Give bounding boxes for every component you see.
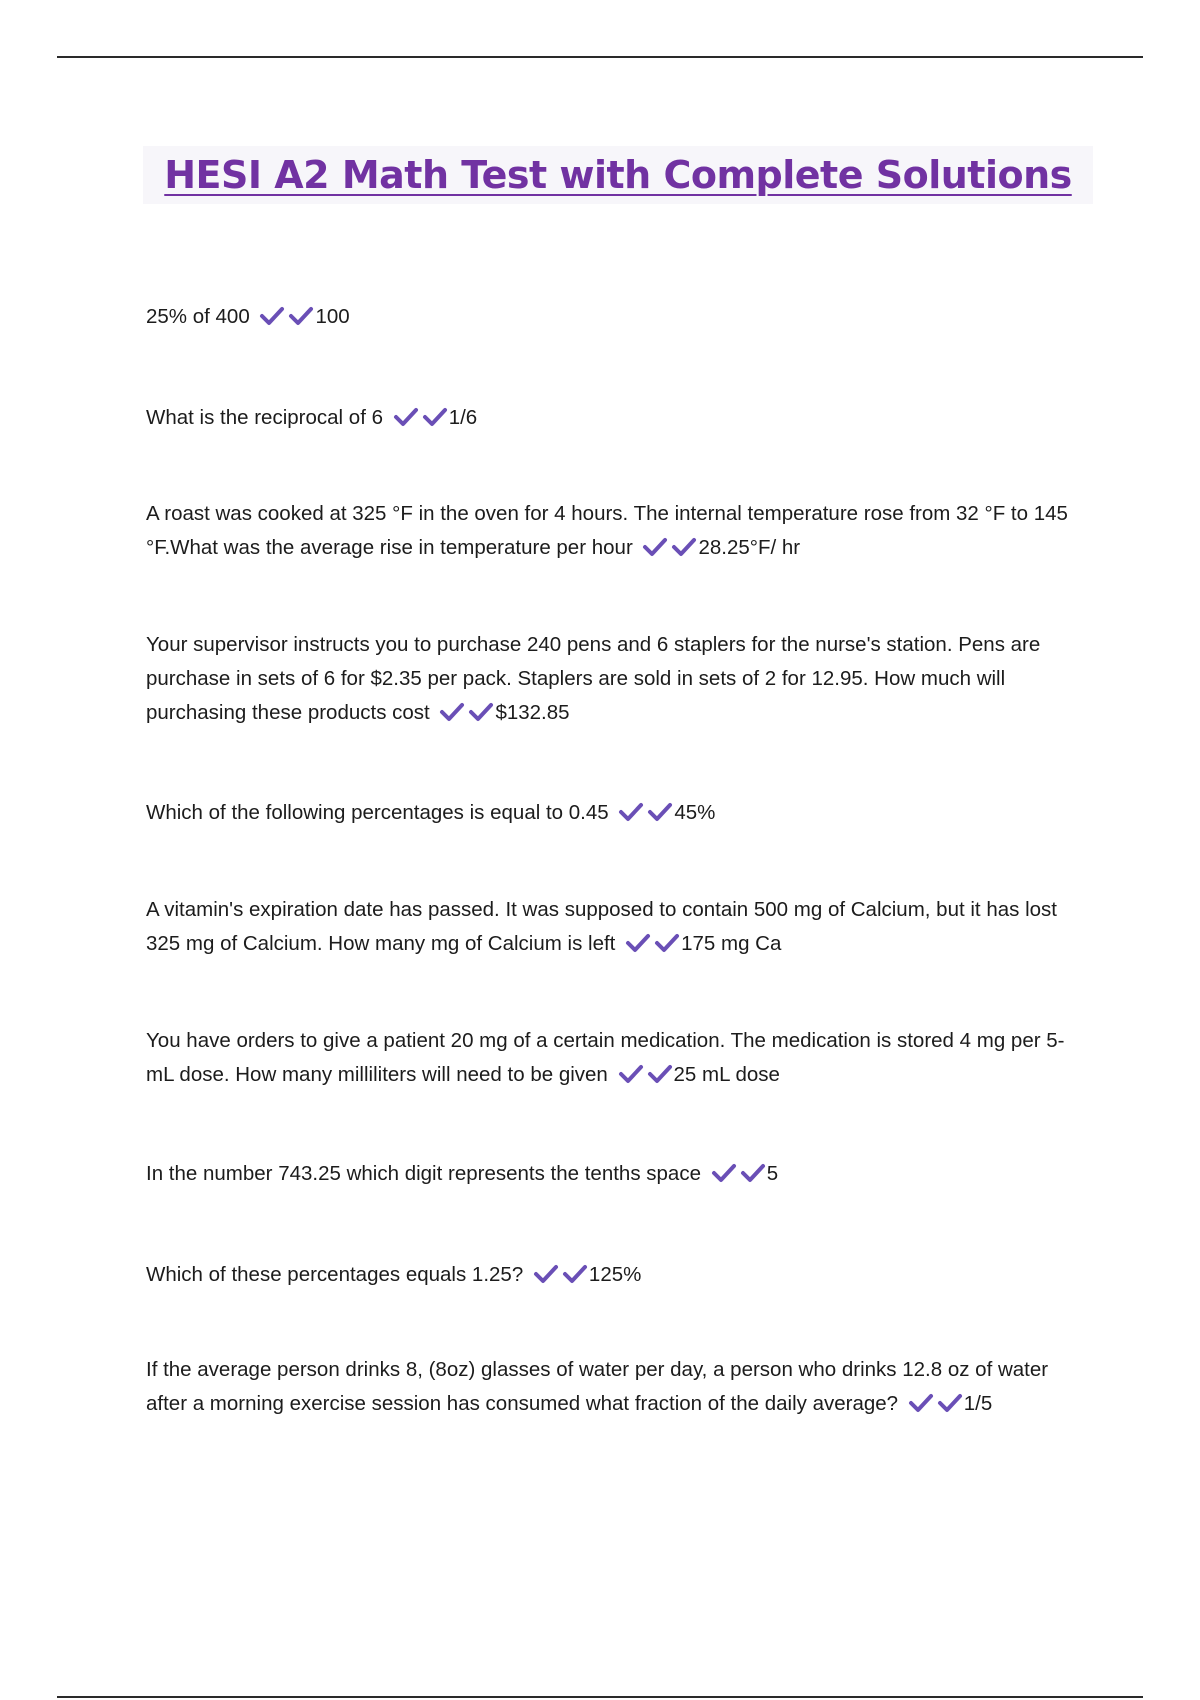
checkmark-icon	[618, 801, 644, 823]
checkmark-icon	[618, 1063, 644, 1085]
checkmark-icon	[439, 701, 465, 723]
answer-text: 1/6	[448, 406, 478, 429]
qa-item-10	[146, 1353, 1091, 1421]
question-text: You have orders to give a patient 20 mg of a certain medication. The medication is stored 4 mg per 5-mL dose. How many milliliters will need to be given	[146, 1029, 1065, 1086]
qa-item-3	[146, 497, 1091, 565]
checkmark-icon	[711, 1162, 737, 1184]
checkmark-icon	[393, 406, 419, 428]
answer-text: 125%	[588, 1263, 642, 1286]
answer-text: 100	[315, 305, 350, 328]
qa-item-1	[146, 300, 1091, 334]
checkmark-icon	[654, 932, 680, 954]
checkmark-icon	[908, 1392, 934, 1414]
checkmark-icon	[647, 1063, 673, 1085]
answer-text: 175 mg Ca	[681, 932, 782, 955]
qa-item-4	[146, 628, 1091, 730]
answer-text: $132.85	[495, 701, 570, 724]
checkmark-icon	[647, 801, 673, 823]
question-text: Which of the following percentages is equal to 0.45	[146, 801, 609, 824]
question-text: A roast was cooked at 325 °F in the oven for 4 hours. The internal temperature rose from 32 °F to 145 °F.What was the average rise in temperature per hour	[146, 502, 1068, 559]
qa-item-8	[146, 1157, 1091, 1191]
qa-item-9	[146, 1258, 1091, 1292]
question-text: If the average person drinks 8, (8oz) glasses of water per day, a person who drinks 12.8 oz of water after a morning exercise session has consumed what fraction of the daily average?	[146, 1358, 1049, 1415]
checkmark-icon	[671, 536, 697, 558]
question-text: A vitamin's expiration date has passed. It was supposed to contain 500 mg of Calcium, but it has lost 325 mg of Calcium. How many mg of Calcium is left	[146, 898, 1057, 955]
qa-item-7	[146, 1024, 1091, 1092]
answer-text: 25 mL dose	[673, 1063, 780, 1086]
qa-item-6	[146, 893, 1091, 961]
top-rule	[57, 56, 1143, 58]
question-text: In the number 743.25 which digit represents the tenths space	[146, 1162, 701, 1185]
bottom-rule	[57, 1696, 1143, 1698]
answer-text: 5	[766, 1162, 779, 1185]
checkmark-icon	[422, 406, 448, 428]
question-text: Your supervisor instructs you to purchase 240 pens and 6 staplers for the nurse's station. Pens are purchase in sets of 6 for $2.35 per pack. Staplers are sold in sets of 2 for 12.95. How much will purchasing these products cost	[146, 633, 1041, 724]
answer-text: 45%	[674, 801, 716, 824]
checkmark-icon	[642, 536, 668, 558]
page-title: HESI A2 Math Test with Complete Solutions	[164, 153, 1072, 197]
checkmark-icon	[288, 305, 314, 327]
checkmark-icon	[533, 1263, 559, 1285]
checkmark-icon	[937, 1392, 963, 1414]
checkmark-icon	[625, 932, 651, 954]
checkmark-icon	[259, 305, 285, 327]
question-text: 25% of 400	[146, 305, 250, 328]
qa-item-2	[146, 401, 1091, 435]
title-banner	[143, 146, 1093, 204]
question-text: What is the reciprocal of 6	[146, 406, 383, 429]
answer-text: 1/5	[963, 1392, 993, 1415]
checkmark-icon	[740, 1162, 766, 1184]
answer-text: 28.25°F/ hr	[698, 536, 801, 559]
checkmark-icon	[562, 1263, 588, 1285]
qa-item-5	[146, 796, 1091, 830]
checkmark-icon	[468, 701, 494, 723]
question-text: Which of these percentages equals 1.25?	[146, 1263, 524, 1286]
